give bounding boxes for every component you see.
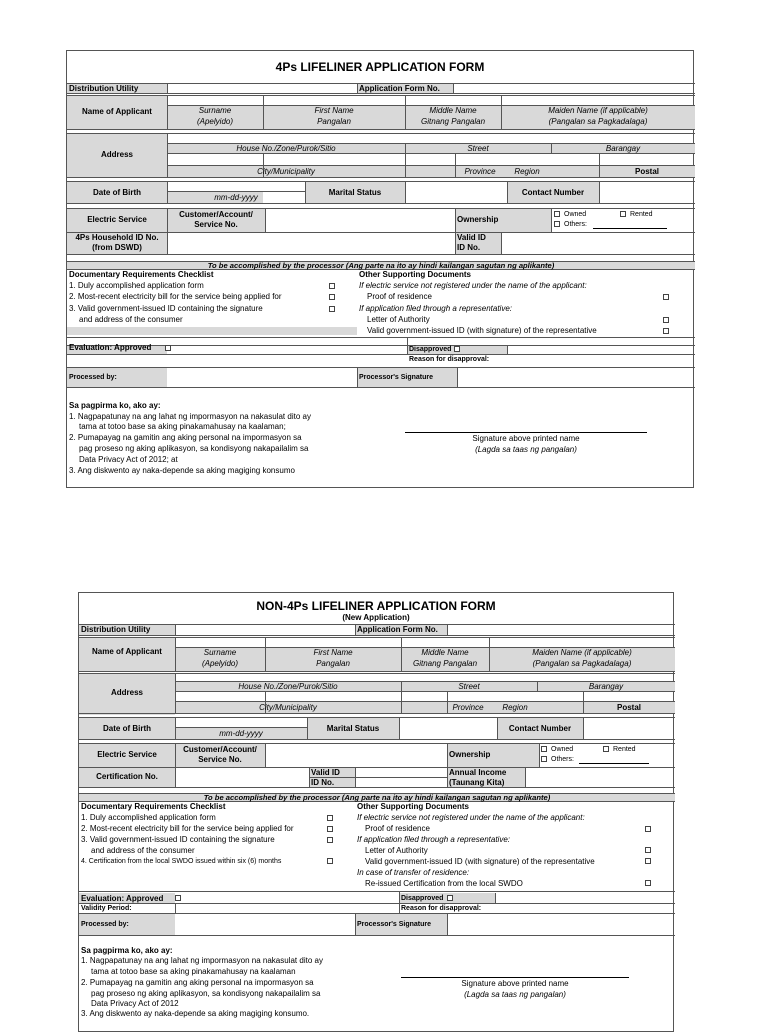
rep-id-checkbox[interactable]	[645, 858, 651, 864]
date-of-birth-field[interactable]	[175, 717, 307, 727]
decl3-text: 3. Ang diskwento ay naka-depende sa aking magiging konsumo.	[81, 1009, 310, 1018]
others-label: Others:	[564, 221, 587, 228]
others-checkbox[interactable]	[541, 756, 547, 762]
address-line1-field[interactable]	[175, 673, 675, 681]
certification-no-field[interactable]	[175, 767, 309, 787]
middle-name-tl-label: Gitnang Pangalan	[420, 117, 486, 126]
name-of-applicant-label: Name of Applicant	[82, 107, 152, 116]
city-label: City/Municipality	[259, 703, 317, 712]
id-no-label: ID No.	[457, 243, 481, 252]
household-id-label: 4Ps Household ID No.	[75, 233, 159, 242]
other3-text: In case of transfer of residence:	[357, 868, 470, 877]
owned-label: Owned	[551, 746, 574, 753]
electric-service-label: Electric Service	[87, 215, 147, 224]
first-name-label: First Name	[313, 648, 353, 657]
reason-field[interactable]	[507, 354, 695, 366]
date-of-birth-label: Date of Birth	[93, 188, 141, 197]
service-no-label: Service No.	[198, 755, 242, 764]
decl2c-text: Data Privacy Act of 2012	[91, 999, 179, 1008]
application-form-no-label: Application Form No.	[357, 625, 438, 634]
others-field[interactable]	[579, 763, 649, 764]
customer-account-label: Customer/Account/	[179, 210, 253, 219]
rented-checkbox[interactable]	[603, 746, 609, 752]
marital-status-field[interactable]	[405, 181, 507, 203]
other-docs-heading: Other Supporting Documents	[359, 270, 471, 279]
taunang-kita-label: (Taunang Kita)	[449, 778, 505, 787]
region-label: Region	[514, 167, 540, 176]
processor-signature-label: Processor's Signature	[359, 374, 434, 381]
processed-by-label: Processed by:	[81, 921, 129, 928]
ownership-label: Ownership	[457, 215, 499, 224]
valid-id-field[interactable]	[355, 767, 447, 787]
doc-checklist-heading: Documentary Requirements Checklist	[69, 270, 214, 279]
contact-number-field[interactable]	[599, 181, 695, 203]
other1a-text: Proof of residence	[367, 292, 432, 301]
req4-checkbox[interactable]	[327, 858, 333, 864]
processor-banner: To be accomplished by the processor (Ang parte na ito ay hindi kailangan sagutan ng aplikante)	[207, 261, 555, 270]
applicant-signature-line[interactable]	[401, 977, 629, 978]
other2a-text: Letter of Authority	[365, 846, 428, 855]
other2b-text: Valid government-issued ID (with signature) of the representative	[365, 857, 595, 866]
decl1b-text: tama at totoo base sa aking pinakamahusay na kaalaman;	[79, 422, 286, 431]
region-label: Region	[502, 703, 528, 712]
decl2a-text: 2. Pumapayag na gamitin ang aking personal na impormasyon sa	[69, 433, 302, 442]
application-form-no-field[interactable]	[447, 625, 675, 635]
middle-name-tl-label: Gitnang Pangalan	[412, 659, 478, 668]
req3b-text: and address of the consumer	[91, 846, 195, 855]
req3-text: 3. Valid government-issued ID containing the signature	[81, 835, 275, 844]
other3a-text: Re-issued Certification from the local SWDO	[365, 879, 523, 888]
other-docs-heading: Other Supporting Documents	[357, 802, 469, 811]
contact-number-label: Contact Number	[521, 188, 585, 197]
maiden-name-label: Maiden Name (if applicable)	[532, 648, 632, 657]
address-label: Address	[110, 688, 143, 697]
service-no-label: Service No.	[194, 220, 238, 229]
rep-id-checkbox[interactable]	[663, 328, 669, 334]
decl2b-text: pag proseso ng aking aplikasyon, sa kondisyong nakapailalim sa	[91, 989, 321, 998]
applicant-signature-line[interactable]	[405, 432, 647, 433]
other2-text: If application filed through a representative:	[357, 835, 510, 844]
owned-label: Owned	[564, 211, 587, 218]
req1-text: 1. Duly accomplished application form	[69, 281, 204, 290]
lifeliner-non-4ps-form	[78, 592, 674, 1032]
first-name-label: First Name	[314, 106, 354, 115]
date-of-birth-field[interactable]	[167, 181, 305, 191]
maiden-name-tl-label: (Pangalan sa Pagkadalaga)	[532, 659, 632, 668]
evaluation-approved-label: Evaluation: Approved	[69, 343, 152, 352]
decl1a-text: 1. Nagpapatunay na ang lahat ng impormasyon na nakasulat dito ay	[69, 412, 311, 421]
req2-text: 2. Most-recent electricity bill for the service being applied for	[81, 824, 294, 833]
house-no-label: House No./Zone/Purok/Sitio	[236, 144, 336, 153]
decl3-text: 3. Ang diskwento ay naka-depende sa aking magiging konsumo	[69, 466, 295, 475]
processed-by-field[interactable]	[175, 913, 355, 935]
valid-id-field[interactable]	[501, 232, 695, 254]
id-no-label: ID No.	[311, 778, 335, 787]
distribution-utility-label: Distribution Utility	[81, 625, 151, 634]
letter-of-authority-checkbox[interactable]	[663, 317, 669, 323]
maiden-name-tl-label: (Pangalan sa Pagkadalaga)	[548, 117, 648, 126]
req2-checkbox[interactable]	[327, 826, 333, 832]
valid-id-label: Valid ID	[457, 233, 486, 242]
date-of-birth-label: Date of Birth	[103, 724, 151, 733]
applicant-name-field[interactable]	[175, 637, 675, 647]
letter-of-authority-checkbox[interactable]	[645, 847, 651, 853]
other1a-text: Proof of residence	[365, 824, 430, 833]
postal-label: Postal	[634, 167, 659, 176]
decl2b-text: pag proseso ng aking aplikasyon, sa kondisyong nakapailalim sa	[79, 444, 309, 453]
other2b-text: Valid government-issued ID (with signature) of the representative	[367, 326, 597, 335]
validity-period-label: Validity Period:	[81, 905, 132, 912]
req3b-text: and address of the consumer	[79, 315, 183, 324]
evaluation-approved-label: Evaluation: Approved	[81, 894, 164, 903]
processed-by-label: Processed by:	[69, 374, 117, 381]
surname-label: Surname	[198, 106, 232, 115]
reason-field[interactable]	[495, 903, 675, 913]
req3-text: 3. Valid government-issued ID containing the signature	[69, 304, 263, 313]
middle-name-label: Middle Name	[421, 648, 469, 657]
reason-label: Reason for disapproval:	[401, 905, 482, 912]
surname-label: Surname	[203, 648, 237, 657]
barangay-label: Barangay	[588, 682, 624, 691]
req1-checkbox[interactable]	[327, 815, 333, 821]
dob-format-label: mm-dd-yyyy	[219, 729, 263, 738]
signature-tl-label: (Lagda sa taas ng pangalan)	[464, 990, 566, 999]
ownership-label: Ownership	[449, 750, 491, 759]
rented-label: Rented	[630, 211, 653, 218]
city-label: City/Municipality	[257, 167, 315, 176]
address-label: Address	[100, 150, 133, 159]
signature-tl-label: (Lagda sa taas ng pangalan)	[475, 445, 577, 454]
reason-label: Reason for disapproval:	[409, 356, 490, 363]
req1-text: 1. Duly accomplished application form	[81, 813, 216, 822]
others-label: Others:	[551, 756, 574, 763]
req4-text: 4. Certification from the local SWDO issued within six (6) months	[81, 858, 282, 865]
rented-checkbox[interactable]	[620, 211, 626, 217]
annual-income-field[interactable]	[525, 767, 675, 787]
reissued-cert-checkbox[interactable]	[645, 880, 651, 886]
others-checkbox[interactable]	[554, 221, 560, 227]
address-line2-field[interactable]	[175, 691, 675, 701]
surname-tl-label: (Apelyido)	[196, 117, 233, 126]
lifeliner-4ps-form	[66, 50, 694, 488]
middle-name-label: Middle Name	[429, 106, 477, 115]
processor-signature-label: Processor's Signature	[357, 921, 432, 928]
barangay-label: Barangay	[605, 144, 641, 153]
validity-period-field[interactable]	[175, 903, 399, 913]
doc-checklist-heading: Documentary Requirements Checklist	[81, 802, 226, 811]
proof-of-residence-checkbox[interactable]	[663, 294, 669, 300]
address-line1-field[interactable]	[167, 133, 695, 143]
service-no-field[interactable]	[265, 208, 455, 232]
req1-checkbox[interactable]	[329, 283, 335, 289]
address-line2-field[interactable]	[167, 153, 695, 165]
service-no-field[interactable]	[265, 743, 447, 767]
rented-label: Rented	[613, 746, 636, 753]
street-label: Street	[458, 682, 480, 691]
street-label: Street	[467, 144, 489, 153]
processor-signature-field[interactable]	[457, 367, 695, 387]
dob-format-label: mm-dd-yyyy	[214, 193, 258, 202]
processor-banner: To be accomplished by the processor (Ang parte na ito ay hindi kailangan sagutan ng aplikante)	[203, 793, 551, 802]
form-title: NON-4Ps LIFELINER APPLICATION FORM	[256, 599, 496, 613]
owned-checkbox[interactable]	[541, 746, 547, 752]
decl1a-text: 1. Nagpapatunay na ang lahat ng impormasyon na nakasulat dito ay	[81, 956, 323, 965]
disapproved-label: Disapproved	[409, 346, 452, 353]
electric-service-label: Electric Service	[97, 750, 157, 759]
first-name-tl-label: Pangalan	[316, 659, 350, 668]
other2a-text: Letter of Authority	[367, 315, 430, 324]
req2-checkbox[interactable]	[329, 294, 335, 300]
house-no-label: House No./Zone/Purok/Sitio	[238, 682, 338, 691]
household-id-sub-label: (from DSWD)	[92, 243, 142, 252]
marital-status-field[interactable]	[399, 717, 497, 739]
declaration-heading: Sa pagpirma ko, ako ay:	[69, 401, 161, 410]
decl1b-text: tama at totoo base sa aking pinakamahusay na kaalaman	[91, 967, 296, 976]
decl2a-text: 2. Pumapayag na gamitin ang aking personal na impormasyon sa	[81, 978, 314, 987]
certification-no-label: Certification No.	[96, 772, 158, 781]
disapproved-label: Disapproved	[401, 895, 444, 902]
distribution-utility-field[interactable]	[167, 84, 357, 93]
other1-text: If electric service not registered under the name of the applicant:	[359, 281, 587, 290]
processor-signature-field[interactable]	[447, 913, 675, 935]
proof-of-residence-checkbox[interactable]	[645, 826, 651, 832]
marital-status-label: Marital Status	[328, 188, 382, 197]
other2-text: If application filed through a representative:	[359, 304, 512, 313]
applicant-name-field[interactable]	[167, 95, 695, 105]
province-label: Province	[452, 703, 484, 712]
annual-income-label: Annual Income	[449, 768, 507, 777]
contact-number-label: Contact Number	[508, 724, 572, 733]
disapproved-checkbox[interactable]	[447, 895, 453, 901]
valid-id-label: Valid ID	[311, 768, 340, 777]
declaration-heading: Sa pagpirma ko, ako ay:	[81, 946, 173, 955]
distribution-utility-label: Distribution Utility	[69, 84, 139, 93]
approved-checkbox[interactable]	[175, 895, 181, 901]
application-form-no-field[interactable]	[453, 84, 695, 93]
name-of-applicant-label: Name of Applicant	[92, 647, 162, 656]
customer-account-label: Customer/Account/	[183, 745, 257, 754]
contact-number-field[interactable]	[583, 717, 675, 739]
approved-checkbox[interactable]	[165, 345, 171, 351]
disapproved-checkbox[interactable]	[454, 346, 460, 352]
processed-by-field[interactable]	[167, 367, 357, 387]
maiden-name-label: Maiden Name (if applicable)	[548, 106, 648, 115]
province-label: Province	[464, 167, 496, 176]
distribution-utility-field[interactable]	[175, 625, 355, 635]
signature-label: Signature above printed name	[461, 979, 569, 988]
surname-tl-label: (Apelyido)	[201, 659, 238, 668]
form-subtitle: (New Application)	[342, 613, 410, 622]
form-title: 4Ps LIFELINER APPLICATION FORM	[275, 60, 485, 74]
req3-checkbox[interactable]	[329, 306, 335, 312]
household-id-field[interactable]	[167, 232, 455, 254]
others-field[interactable]	[593, 228, 667, 229]
decl2c-text: Data Privacy Act of 2012; at	[79, 455, 178, 464]
first-name-tl-label: Pangalan	[317, 117, 351, 126]
postal-label: Postal	[616, 703, 641, 712]
signature-label: Signature above printed name	[472, 434, 580, 443]
req3-checkbox[interactable]	[327, 837, 333, 843]
marital-status-label: Marital Status	[326, 724, 380, 733]
req2-text: 2. Most-recent electricity bill for the service being applied for	[69, 292, 282, 301]
owned-checkbox[interactable]	[554, 211, 560, 217]
other1-text: If electric service not registered under the name of the applicant:	[357, 813, 585, 822]
application-form-no-label: Application Form No.	[359, 84, 440, 93]
